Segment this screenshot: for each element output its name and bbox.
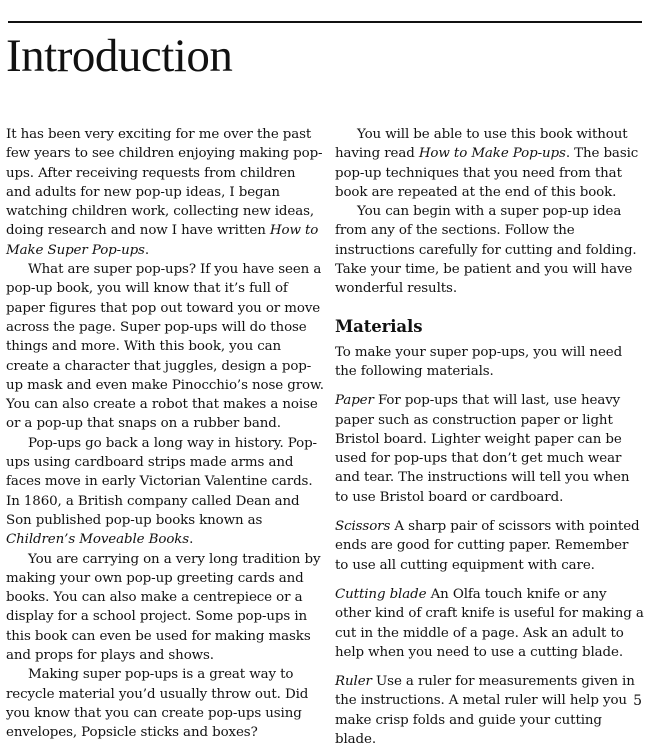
left-paragraph-3: Pop-ups go back a long way in history. Pop-ups using cardboard strips made arms and faces move in early Victorian Valentine cards. In 1860, a British company called Dean and Son published pop-up books known as Children’s Moveable Books. (6, 435, 317, 548)
left-paragraph-2: What are super pop-ups? If you have seen a pop-up book, you will know that it’s full of paper figures that pop out toward you or move across the page. Super pop-ups will do those things and more. With this book, you can create a character that juggles, design a pop-up mask and even make Pinocchio’s nose grow. You can also create a robot that makes a noise or a pop-up that snaps on a rubber band. (6, 262, 324, 432)
material-label: Paper (335, 393, 374, 409)
right-column (335, 125, 645, 749)
left-paragraph-1: It has been very exciting for me over the past few years to see children enjoying making pop-ups. After receiving requests from children and adults for new pop-up ideas, I began watching children work, collecting new ideas, doing research and now I have written How to Make Super Pop-ups. (6, 127, 323, 258)
material-item-cutting-blade: Cutting blade An Olfa touch knife or any other kind of craft knife is useful for making a cut in the middle of a page. Ask an adult to help when you need to use a cutting blade. (335, 586, 644, 660)
material-item-paper: Paper For pop-ups that will last, use heavy paper such as construction paper or light Bristol board. Lighter weight paper can be used for pop-ups that don’t get much wear and tear. The instructions will tell you when to use Bristol board or cardboard. (335, 393, 630, 505)
right-paragraph-2: You can begin with a super pop-up idea from any of the sections. Follow the instructions carefully for cutting and folding. Take your time, be patient and you will have wonderful results. (335, 204, 637, 297)
book-title: Children’s Moveable Books (6, 532, 190, 548)
page-number: 5 (633, 693, 642, 709)
right-paragraph-1: You will be able to use this book without having read How to Make Pop-ups. The basic pop-up techniques that you need from that book are repeated at the end of this book. (335, 127, 639, 200)
material-item-ruler: Ruler Use a ruler for measurements given in the instructions. A metal ruler will help you make crisp folds and guide your cutting blade. (335, 674, 635, 748)
book-title: How to Make Super Pop-ups (6, 223, 319, 258)
page-title: Introduction (6, 30, 233, 82)
top-rule (8, 21, 642, 23)
material-item-scissors: Scissors A sharp pair of scissors with pointed ends are good for cutting paper. Remember to use all cutting equipment with care. (335, 519, 640, 573)
material-label: Scissors (335, 519, 391, 535)
material-label: Ruler (335, 674, 372, 690)
left-paragraph-5: Making super pop-ups is a great way to recycle material you’d usually throw out. Did you know that you can create pop-ups using envelopes, Popsicle sticks and boxes? (6, 667, 309, 741)
left-paragraph-4: You are carrying on a very long tradition by making your own pop-up greeting cards and books. You can also make a centrepiece or a display for a school project. Some pop-ups in this book can even be used for making masks and props for plays and shows. (6, 551, 321, 664)
section-heading-materials: Materials (335, 316, 423, 336)
material-label: Cutting blade (335, 586, 427, 602)
materials-intro: To make your super pop-ups, you will need the following materials. (335, 344, 623, 379)
book-title: How to Make Pop-ups (418, 146, 566, 162)
left-column (6, 125, 324, 743)
